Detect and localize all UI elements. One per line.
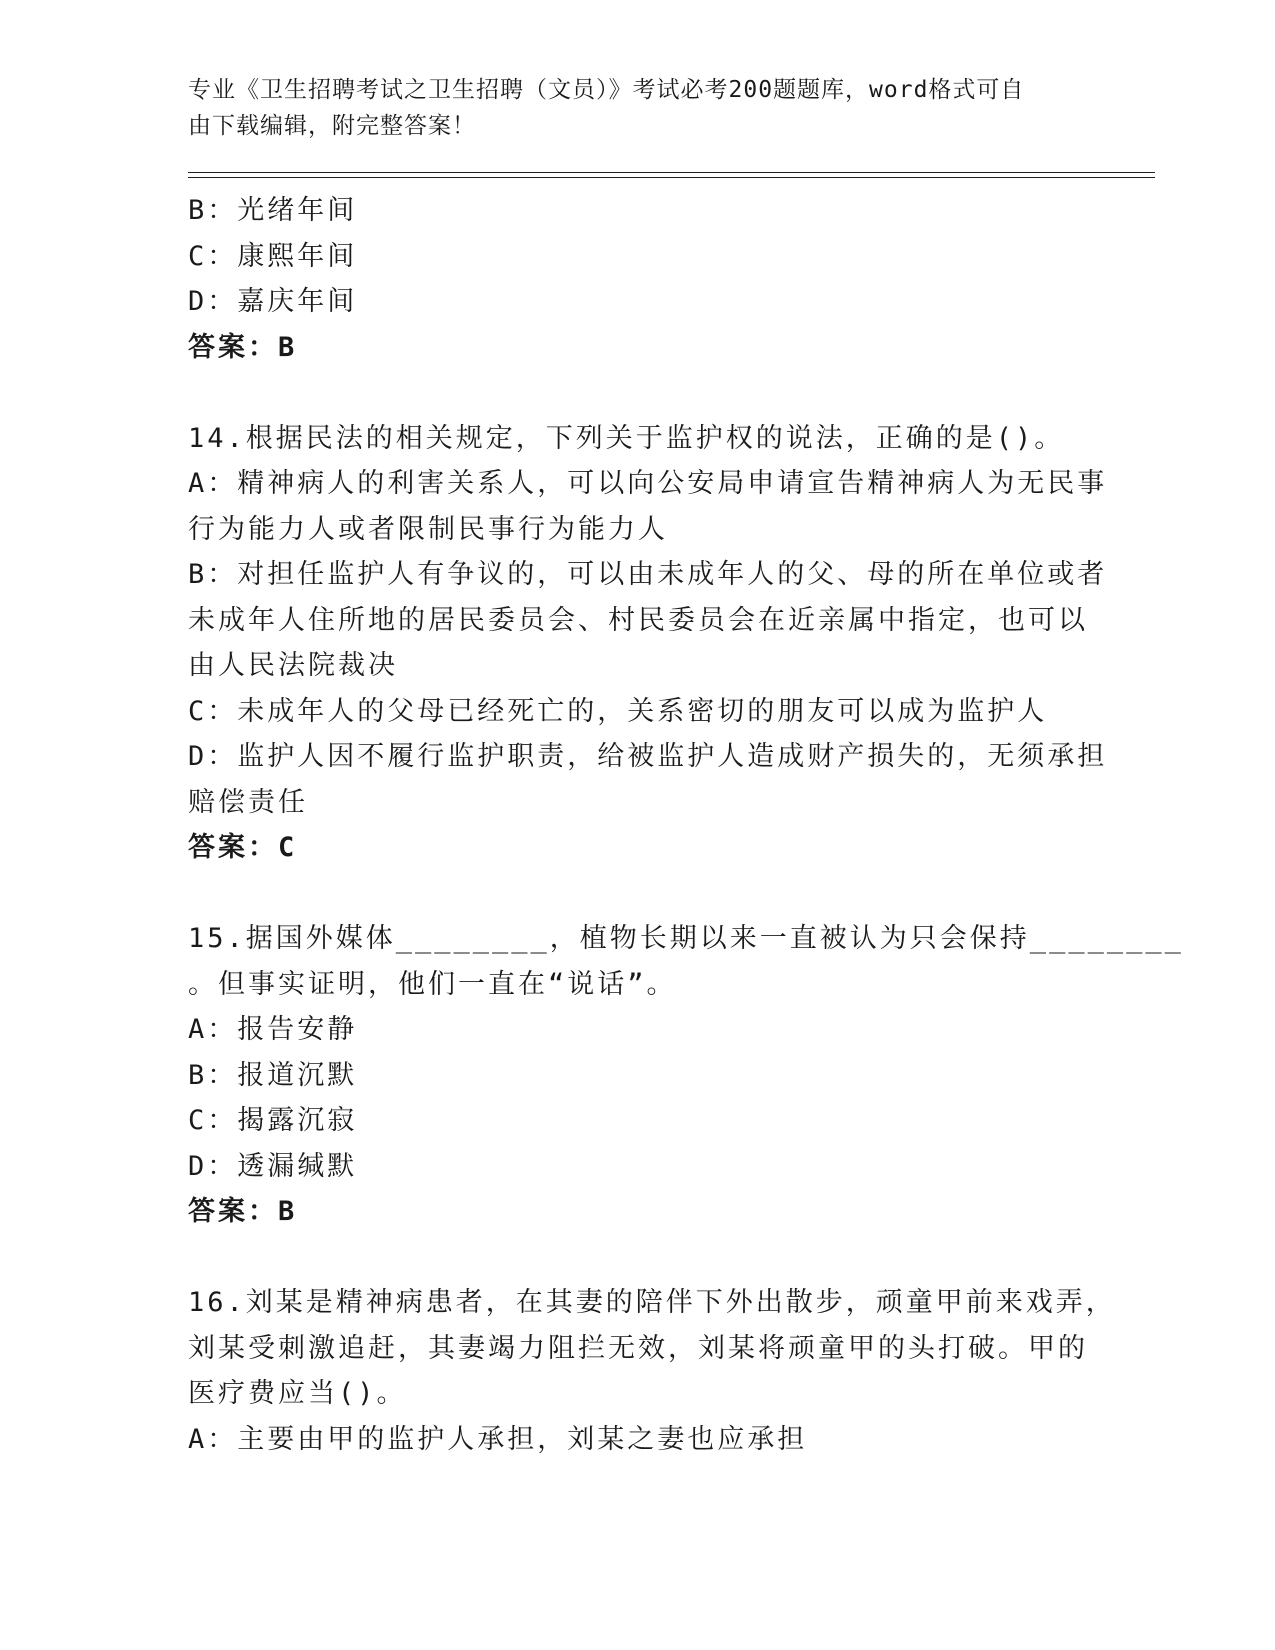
question-line: 14.根据民法的相关规定，下列关于监护权的说法，正确的是()。 xyxy=(188,422,1065,454)
question-line: D：嘉庆年间 xyxy=(188,286,358,317)
question-line: D：监护人因不履行监护职责，给被监护人造成财产损失的，无须承担 xyxy=(188,741,1108,772)
header-line-1: 专业《卫生招聘考试之卫生招聘（文员）》考试必考200题题库，word格式可自 xyxy=(188,77,1025,103)
header-rule-top xyxy=(188,172,1155,173)
document-header xyxy=(188,72,1068,144)
question-line: B：对担任监护人有争议的，可以由未成年人的父、母的所在单位或者 xyxy=(188,559,1108,590)
question-line: C：揭露沉寂 xyxy=(188,1105,358,1136)
answer-line: 答案：B xyxy=(188,331,298,363)
block-spacer xyxy=(188,871,1088,917)
question-block xyxy=(188,416,1108,917)
question-line: B：光绪年间 xyxy=(188,195,358,226)
question-block xyxy=(188,1280,1116,1462)
block-spacer xyxy=(188,370,1088,416)
question-line: C：康熙年间 xyxy=(188,240,358,272)
question-line: 赔偿责任 xyxy=(188,786,308,818)
question-line: 16.刘某是精神病患者，在其妻的陪伴下外出散步，顽童甲前来戏弄， xyxy=(188,1287,1116,1318)
question-block xyxy=(188,916,1184,1280)
question-block xyxy=(188,188,1088,416)
header-line-2: 由下载编辑，附完整答案！ xyxy=(188,113,476,139)
question-line: 刘某受刺激追赶，其妻竭力阻拦无效，刘某将顽童甲的头打破。甲的 xyxy=(188,1332,1088,1364)
question-line: C：未成年人的父母已经死亡的，关系密切的朋友可以成为监护人 xyxy=(188,695,1048,727)
question-content xyxy=(188,188,1184,1462)
answer-line: 答案：B xyxy=(188,1196,298,1227)
header-rule-bottom xyxy=(188,177,1155,178)
question-line: 由人民法院裁决 xyxy=(188,650,398,681)
question-line: 行为能力人或者限制民事行为能力人 xyxy=(188,513,668,545)
question-line: A：报告安静 xyxy=(188,1014,358,1045)
block-spacer xyxy=(188,1235,1088,1281)
question-line: 未成年人住所地的居民委员会、村民委员会在近亲属中指定，也可以 xyxy=(188,604,1088,636)
question-line: A：精神病人的利害关系人，可以向公安局申请宣告精神病人为无民事 xyxy=(188,468,1108,499)
question-line: 。但事实证明，他们一直在“说话”。 xyxy=(188,968,677,1000)
question-line: A：主要由甲的监护人承担，刘某之妻也应承担 xyxy=(188,1423,808,1455)
question-line: 医疗费应当()。 xyxy=(188,1378,407,1409)
question-line: B：报道沉默 xyxy=(188,1059,358,1091)
answer-line: 答案：C xyxy=(188,832,298,863)
question-line: D：透漏缄默 xyxy=(188,1150,358,1182)
question-line: 15.据国外媒体________，植物长期以来一直被认为只会保持________ xyxy=(188,923,1184,954)
